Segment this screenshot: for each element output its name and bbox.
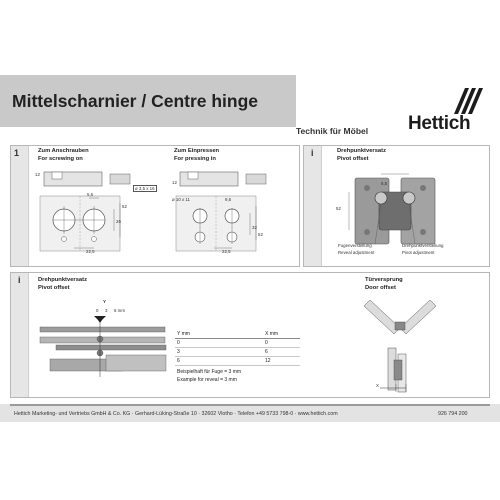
pivot-title-de: Drehpunktversatz (337, 148, 386, 154)
pivot-bottom-title-en: Pivot offset (38, 285, 70, 291)
screw-title-en: For screwing on (38, 156, 83, 162)
table-cell-x: 0 (265, 340, 268, 346)
door-offset-title-en: Door offset (365, 285, 396, 291)
scale-3: 3 (105, 308, 108, 313)
press-dim-dowel: ø 10 x 11 (172, 197, 190, 202)
pivot-title-en: Pivot offset (337, 156, 369, 162)
press-title-en: For pressing in (174, 156, 216, 162)
screw-dim-d: 22,5 (86, 249, 95, 254)
door-offset-title-de: Türversprung (365, 277, 403, 283)
table-row (175, 357, 300, 366)
axis-y-label: Y (103, 299, 106, 304)
reveal-adjust-de: Fugenverstellung (338, 243, 372, 248)
door-offset-open-drawing (360, 296, 440, 338)
screw-dim-b: 26 (116, 219, 121, 224)
footer-code: 926 794 200 (438, 411, 468, 417)
pivot-bottom-title-de: Drehpunktversatz (38, 277, 87, 283)
footer-rule (10, 404, 490, 406)
footer-address: Hettich Marketing- und Vertriebs GmbH & Co. KG · Gerhard-Lüking-Straße 10 · 32602 Vlotho · Telefon +49 5733 798-0 · www.hettich.com (14, 411, 338, 417)
press-dim-c: 52 (258, 232, 263, 237)
press-title-de: Zum Einpressen (174, 148, 220, 154)
reveal-adjust-en: Reveal adjustment (338, 250, 375, 255)
press-in-drawing (170, 168, 280, 258)
table-row (175, 339, 300, 348)
table-cell-x: 12 (265, 358, 271, 364)
table-cell-y: 0 (177, 340, 180, 346)
table-header-row (175, 330, 300, 339)
table-header-x: X mm (265, 331, 279, 337)
page-title: Mittelscharnier / Centre hinge (12, 91, 259, 111)
press-dim-d: 22,5 (222, 249, 231, 254)
scale-0: 0 (96, 308, 99, 313)
press-dim-b: 32 (252, 225, 257, 230)
scale-6: 6 mm (114, 308, 125, 313)
press-dim-top: 12 (172, 180, 177, 185)
pivot-hinge-photo (345, 170, 445, 252)
pivot-dim-a: 5,5 (381, 181, 388, 186)
screw-title-de: Zum Anschrauben (38, 148, 89, 154)
table-cell-x: 6 (265, 349, 268, 355)
pivot-offset-drawing (36, 315, 171, 380)
pivot-dim-b: 52 (336, 206, 341, 211)
screw-dim-c: 52 (122, 204, 127, 209)
table-note-de: Beispielhaft für Fuge = 3 mm (177, 369, 242, 375)
pivot-adjust-en: Pivot adjustment (402, 250, 435, 255)
table-cell-y: 6 (177, 358, 180, 364)
panel-number: i (18, 275, 21, 285)
screw-dim-top: 12 (35, 172, 40, 177)
pivot-adjust-de: Drehpunktverstellung (402, 243, 444, 248)
table-row (175, 348, 300, 357)
page-subtitle: Technik für Möbel (296, 126, 369, 136)
press-dim-a: 9,5 (225, 197, 232, 202)
panel-number: 1 (14, 148, 20, 158)
table-note-en: Example for reveal = 3 mm (177, 377, 237, 383)
screw-on-drawing (34, 168, 144, 258)
brand-logo-text: Hettich (408, 113, 471, 134)
table-cell-y: 3 (177, 349, 180, 355)
panel-number: i (311, 148, 314, 158)
screw-dim-a: 5,5 (87, 192, 94, 197)
screw-dim-screw: ø 3,5 x 16 (135, 186, 155, 191)
door-axis-x: X (376, 383, 379, 388)
door-offset-closed-drawing (376, 346, 426, 394)
table-header-y: Y mm (177, 331, 190, 337)
offset-table (175, 330, 300, 366)
hettich-logo-icon (448, 88, 488, 114)
